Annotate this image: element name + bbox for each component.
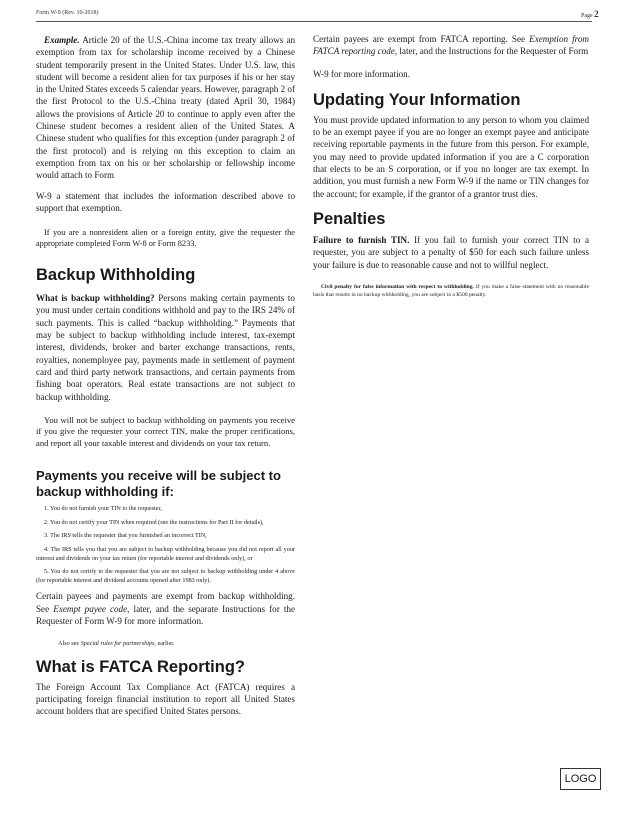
fatca-cont-text-a: Certain payees are exempt from FATCA reporting. See	[313, 34, 526, 44]
civil-penalty-text: If you make a false statement with no reasonable basis that results in no backup withholding, you are subject to a $500 penalty.	[313, 283, 589, 299]
page-prefix: Page	[581, 13, 593, 19]
header-rule	[36, 21, 592, 22]
list-item: 1. You do not furnish your TIN to the requester,	[44, 505, 162, 513]
page-number: 2	[594, 9, 599, 19]
updating-paragraph: You must provide updated information to any person to whom you claimed to be an exempt payee if you are no longer an exempt payee and anticipate receiving reportable payments in the future from this person. For example, you may need to provide updated information if you are a C corporation that elects to be an S corporation, or if you no longer are tax exempt. In addition, you must furnish a new Form W-9 if the name or TIN changes for the account; for example, if the grantor of a grantor trust dies.	[313, 114, 589, 199]
logo: LOGO	[560, 768, 601, 790]
exempt-payee-code-link[interactable]: Exempt payee code,	[53, 603, 130, 614]
payments-heading: Payments you receive will be subject to backup withholding if:	[36, 468, 281, 500]
example-text: Article 20 of the U.S.-China income tax treaty allows an exemption from tax for scholarship income received by a Chinese student temporarily present in the United States. Under U.S. law, this student will become a resident alien for tax purposes if his or her stay in the United States exceeds 5 calendar years. However, paragraph 2 of the first Protocol to the U.S.-China treaty (dated April 30, 1984) allows the provisions of Article 20 to continue to apply even after the Chinese student becomes a resident alien of the United States. A Chinese student who qualifies for this exception (under paragraph 2 of the first protocol) and is relying on this exception to claim an exemption from tax on his or her scholarship or fellowship income would attach to Form	[36, 35, 295, 181]
civil-penalty-paragraph	[313, 283, 589, 300]
fatca-cont-text-b: later, and the Instructions for the Requester of Form	[399, 46, 589, 57]
exempt-payees-paragraph	[36, 590, 295, 627]
example-label: Example.	[44, 35, 80, 45]
left-column	[36, 23, 295, 717]
backup-definition	[36, 292, 295, 403]
also-text-a: Also see	[58, 640, 80, 648]
exempt-text-a: Certain payees and payments are exempt from backup withholding. See	[36, 591, 295, 614]
civil-penalty-label: Civil penalty for false information with respect to withholding.	[321, 283, 474, 290]
updating-heading: Updating Your Information	[313, 90, 521, 109]
w9-more-info: W-9 for more information.	[313, 68, 410, 79]
backup-question-text: Persons making certain payments to you must under certain conditions withhold and pay to the IRS 24% of such payments. This is called “backup withholding.” Payments that may be subject to backup withholding include interest, tax-exempt interest, dividends, broker and barter exchange transactions, rents, royalties, nonemployee pay, payments made in settlement of payment card and third party network transactions, and certain payments from fishing boat operators. Real estate transactions are not subject to backup withholding.	[36, 293, 295, 402]
list-item: 2. You do not certify your TIN when required (see the instructions for Part II for details),	[44, 519, 264, 527]
fatca-exemption-link[interactable]: Exemption from FATCA reporting code,	[313, 34, 589, 57]
example-paragraph	[36, 34, 295, 182]
nonresident-paragraph: If you are a nonresident alien or a foreign entity, give the requester the appropriate completed Form W-8 or Form 8233.	[36, 228, 295, 249]
list-item: 4. The IRS tells you that you are subject to backup withholding because you did not report all your interest and dividends on your tax return (for reportable interest and dividends only), or	[36, 545, 295, 562]
backup-withholding-heading: Backup Withholding	[36, 266, 196, 285]
list-item: 5. You do not certify to the requester that you are not subject to backup withholding under 4 above (for reportable interest and dividend accounts opened after 1983 only).	[36, 568, 295, 585]
also-see-paragraph	[36, 639, 295, 648]
special-rules-link[interactable]: Special rules for partnerships,	[80, 640, 156, 648]
fatca-paragraph: The Foreign Account Tax Compliance Act (FATCA) requires a participating foreign financial institution to report all United States account holders that are specified United States persons.	[36, 681, 295, 717]
page-number-label	[581, 9, 599, 19]
payments-list	[36, 504, 295, 585]
form-id: Form W-9 (Rev. 10-2018)	[36, 10, 99, 16]
fatca-heading: What is FATCA Reporting?	[36, 657, 245, 676]
failure-tin-paragraph	[313, 234, 589, 271]
w9-statement: W-9 a statement that includes the information described above to support that exemption.	[36, 190, 295, 213]
failure-tin-text: If you fail to furnish your correct TIN to a requester, you are subject to a penalty of $50 for each such failure unless your failure is due to reasonable cause and not to willful neglect.	[313, 234, 589, 270]
list-item: 3. The IRS tells the requester that you furnished an incorrect TIN,	[44, 532, 207, 540]
exempt-text-b: later, and the separate Instructions for the Requester of Form W-9 for more information.	[36, 603, 295, 627]
penalties-heading: Penalties	[313, 209, 386, 228]
failure-tin-label: Failure to furnish TIN.	[313, 234, 410, 245]
fatca-continuation	[313, 33, 589, 58]
right-column	[313, 23, 589, 300]
backup-question-label: What is backup withholding?	[36, 293, 155, 304]
also-text-b: earlier.	[157, 640, 175, 648]
not-subject-paragraph: You will not be subject to backup withholding on payments you receive if you give the requester your correct TIN, make the proper cerifications, and report all your taxable interest and dividends on your tax return.	[36, 414, 295, 448]
